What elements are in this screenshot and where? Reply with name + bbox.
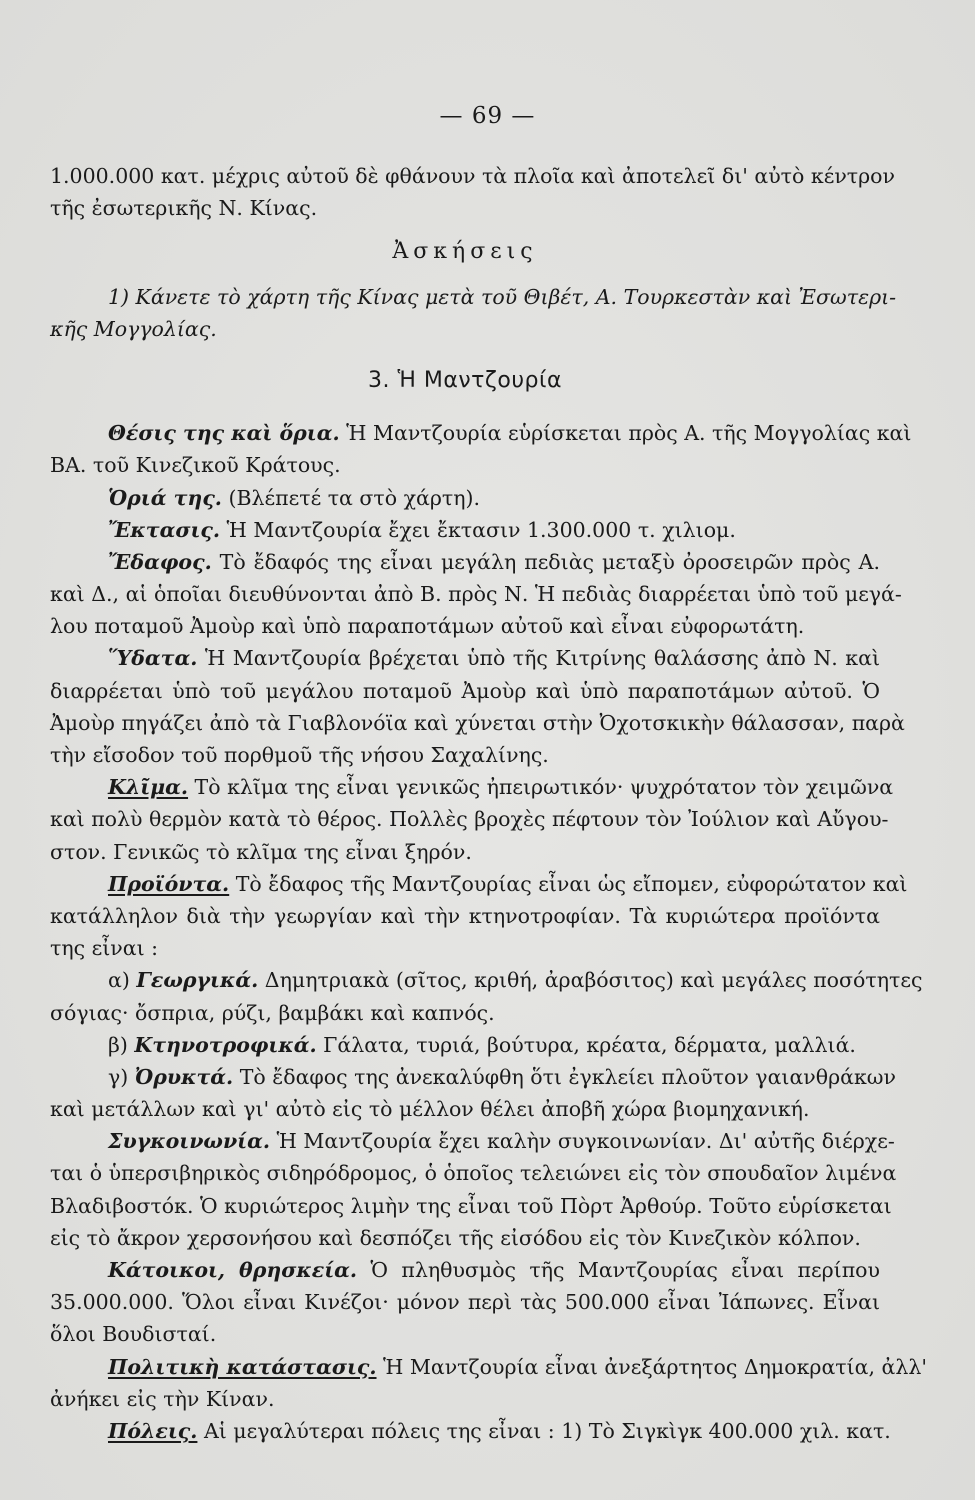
- area-label: Ἔκτασις.: [108, 517, 220, 542]
- climate-line-3: στον. Γενικῶς τὸ κλῖμα της εἶναι ξηρόν.: [50, 839, 472, 864]
- agri-prefix: α): [108, 968, 137, 993]
- spacer: [50, 397, 880, 417]
- page-number: — 69 —: [439, 103, 536, 129]
- exercise-line-1: 1) Κάνετε τὸ χάρτη τῆς Κίνας μετὰ τοῦ Θιβέτ, Α. Τουρκεστὰν καὶ Ἐσωτερι-: [108, 284, 897, 309]
- products-text-1: Τὸ ἔδαφος τῆς Μαντζουρίας εἶναι ὡς εἴπομεν, εὐφορώτατον καὶ: [229, 871, 908, 896]
- boundaries-line: [50, 482, 880, 514]
- area-text: Ἡ Μαντζουρία ἔχει ἔκτασιν 1.300.000 τ. χιλιομ.: [220, 517, 736, 542]
- communication-line-3: Βλαδιβοστόκ. Ὁ κυριώτερος λιμὴν της εἶναι τοῦ Πὸρτ Ἀρθούρ. Τοῦτο εὑρίσκεται: [50, 1193, 892, 1218]
- communication-label: Συγκοινωνία.: [108, 1129, 271, 1154]
- politics-line-1: [50, 1351, 928, 1383]
- politics-label: Πολιτικὴ κατάστασις.: [108, 1354, 377, 1379]
- waters-line-1: [50, 642, 880, 674]
- products-label: Προϊόντα.: [108, 871, 230, 896]
- boundaries-label: Ὁριά της.: [108, 485, 222, 510]
- communication-text-1: Ἡ Μαντζουρία ἔχει καλὴν συγκοινωνίαν. Δι' αὐτῆς διέρχε-: [270, 1129, 895, 1154]
- terrain-line-2: καὶ Δ., αἱ ὁποῖαι διευθύνονται ἀπὸ Β. πρὸς Ν. Ἡ πεδιὰς διαρρέεται ὑπὸ τοῦ μεγά-: [50, 582, 902, 607]
- thesis-line-2: ΒΑ. τοῦ Κινεζικοῦ Κράτους.: [50, 453, 341, 478]
- products-line-1: [50, 868, 908, 900]
- waters-line-2: διαρρέεται ὑπὸ τοῦ μεγάλου ποταμοῦ Ἀμοὺρ καὶ ὑπὸ παραποτάμων αὐτοῦ. Ὁ: [50, 678, 880, 703]
- inhabitants-line-1: [50, 1254, 880, 1286]
- waters-label: Ὕδατα.: [108, 646, 198, 671]
- politics-text-1: Ἡ Μαντζουρία εἶναι ἀνεξάρτητος Δημοκρατία, ἀλλ': [376, 1354, 928, 1379]
- intro-line-1: 1.000.000 κατ. μέχρις αὐτοῦ δὲ φθάνουν τὰ πλοῖα καὶ ἀποτελεῖ δι' αὐτὸ κέντρον: [50, 164, 895, 188]
- politics-line-2: ἀνήκει εἰς τὴν Κίναν.: [50, 1386, 275, 1411]
- waters-text-1: Ἡ Μαντζουρία βρέχεται ὑπὸ τῆς Κιτρίνης θαλάσσης ἀπὸ Ν. καὶ: [197, 646, 880, 671]
- inhabitants-line-2: 35.000.000. Ὅλοι εἶναι Κινέζοι· μόνον περὶ τὰς 500.000 εἶναι Ἰάπωνες. Εἶναι: [50, 1290, 880, 1315]
- climate-line-1: [50, 771, 894, 803]
- intro-line-2: τῆς ἐσωτερικῆς Ν. Κίνας.: [50, 196, 318, 221]
- boundaries-text: (Βλέπετέ τα στὸ χάρτη).: [221, 485, 481, 510]
- cities-text: Αἱ μεγαλύτεραι πόλεις της εἶναι : 1) Τὸ Σιγκὶγκ 400.000 χιλ. κατ.: [197, 1418, 891, 1443]
- section-title: 3. Ἡ Μαντζουρία: [368, 367, 562, 393]
- livestock-prefix: β): [108, 1032, 135, 1057]
- minerals-prefix: γ): [108, 1064, 135, 1089]
- products-line-3: της εἶναι :: [50, 936, 159, 961]
- agri-label: Γεωργικά.: [136, 968, 259, 993]
- terrain-line-3: λου ποταμοῦ Ἀμοὺρ καὶ ὑπὸ παραποτάμων αὐτοῦ καὶ εἶναι εὐφορωτάτη.: [50, 614, 805, 639]
- thesis-text-1: Ἡ Μαντζουρία εὑρίσκεται πρὸς Α. τῆς Μογγολίας καὶ: [339, 421, 912, 446]
- products-minerals-line-2: καὶ μετάλλων καὶ γι' αὐτὸ εἰς τὸ μέλλον θέλει ἀποβῆ χώρα βιομηχανική.: [50, 1097, 810, 1122]
- waters-line-3: Ἀμοὺρ πηγάζει ἀπὸ τὰ Γιαβλονόϊα καὶ χύνεται στὴν Ὀχοτσκικὴν θάλασσαν, παρὰ: [50, 710, 905, 735]
- spacer: [50, 269, 880, 281]
- communication-line-4: εἰς τὸ ἄκρον χερσονήσου καὶ δεσπόζει τῆς εἰσόδου εἰς τὸν Κινεζικὸν κόλπον.: [50, 1225, 861, 1250]
- products-agri-line-2: σόγιας· ὄσπρια, ρύζι, βαμβάκι καὶ καπνός.: [50, 1000, 495, 1025]
- products-livestock-line: [50, 1029, 880, 1061]
- exercises-heading: Ἀσκήσεις: [392, 239, 538, 265]
- exercise-line-2: κῆς Μογγολίας.: [50, 316, 217, 341]
- agri-text-1: Δημητριακὰ (σῖτος, κριθή, ἀραβόσιτος) καὶ μεγάλες ποσότητες: [258, 968, 923, 993]
- spacer: [50, 224, 880, 236]
- products-minerals-line-1: [50, 1061, 896, 1093]
- livestock-label: Κτηνοτροφικά.: [134, 1032, 317, 1057]
- spacer: [50, 345, 880, 365]
- terrain-label: Ἔδαφος.: [108, 549, 212, 574]
- thesis-label: Θέσις της καὶ ὅρια.: [108, 421, 340, 446]
- terrain-text-1: Τὸ ἔδαφός της εἶναι μεγάλη πεδιὰς μεταξὺ ὀροσειρῶν πρὸς Α.: [211, 549, 880, 574]
- inhabitants-label: Κάτοικοι, θρησκεία.: [108, 1258, 358, 1282]
- cities-label: Πόλεις.: [108, 1418, 198, 1443]
- livestock-text: Γάλατα, τυριά, βούτυρα, κρέατα, δέρματα, μαλλιά.: [316, 1032, 856, 1057]
- climate-text-1: Τὸ κλῖμα της εἶναι γενικῶς ἠπειρωτικόν· ψυχρότατον τὸν χειμῶνα: [188, 775, 894, 800]
- products-line-2: κατάλληλον διὰ τὴν γεωργίαν καὶ τὴν κτηνοτροφίαν. Τὰ κυριώτερα προϊόντα: [50, 903, 880, 928]
- waters-line-4: τὴν εἴσοδον τοῦ πορθμοῦ τῆς νήσου Σαχαλίνης.: [50, 743, 549, 767]
- minerals-label: Ὀρυκτά.: [134, 1064, 234, 1089]
- climate-line-2: καὶ πολὺ θερμὸν κατὰ τὸ θέρος. Πολλὲς βροχὲς πέφτουν τὸν Ἰούλιον καὶ Αὔγου-: [50, 807, 889, 832]
- area-line: [50, 514, 880, 546]
- minerals-text-1: Τὸ ἔδαφος της ἀνεκαλύφθη ὅτι ἐγκλείει πλοῦτον γαιανθράκων: [233, 1064, 896, 1089]
- thesis-line-1: [50, 417, 912, 449]
- climate-label: Κλῖμα.: [108, 775, 189, 800]
- cities-line: [50, 1415, 891, 1447]
- terrain-line-1: [50, 546, 880, 578]
- inhabitants-text-1: Ὁ πληθυσμὸς τῆς Μαντζουρίας εἶναι περίπου: [357, 1258, 880, 1282]
- communication-line-1: [50, 1125, 895, 1157]
- page-body: [50, 160, 928, 1447]
- inhabitants-line-3: ὅλοι Βουδισταί.: [50, 1322, 217, 1347]
- communication-line-2: ται ὁ ὑπερσιβηρικὸς σιδηρόδρομος, ὁ ὁποῖος τελειώνει εἰς τὸν σπουδαῖον λιμένα: [50, 1161, 897, 1186]
- products-agri-line-1: [50, 964, 923, 996]
